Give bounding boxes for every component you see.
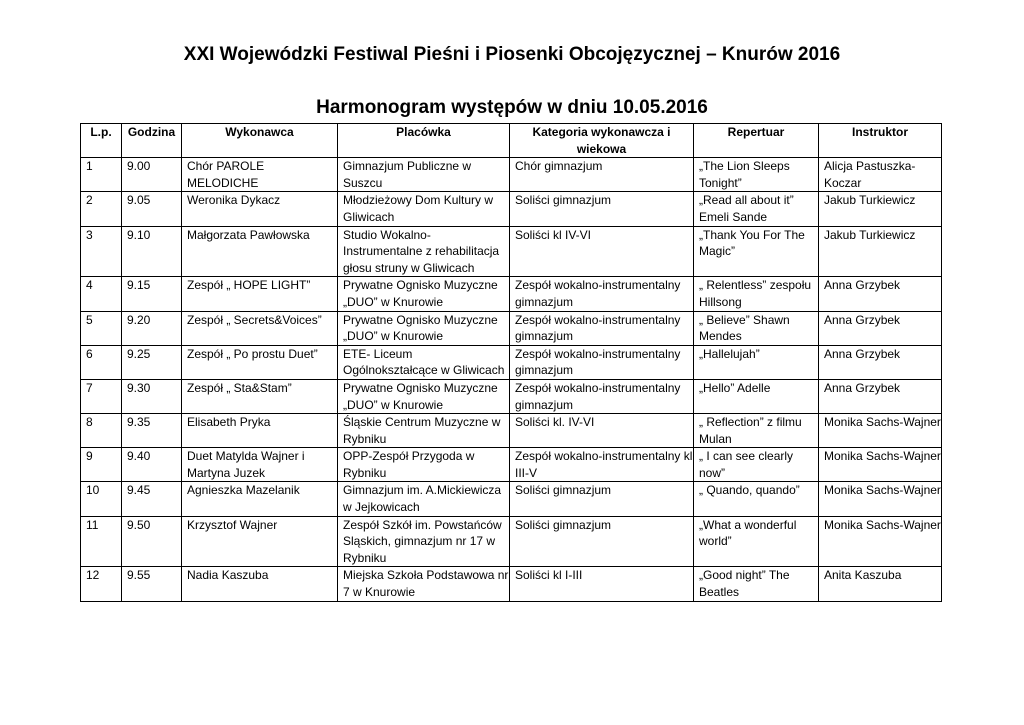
cell-repertuar: „ Reflection” z filmu Mulan xyxy=(694,414,819,448)
cell-repertuar: „Hallelujah” xyxy=(694,345,819,379)
cell-instruktor: Monika Sachs-Wajner xyxy=(819,414,942,448)
cell-placowka: OPP-Zespół Przygoda w Rybniku xyxy=(338,448,510,482)
cell-godzina: 9.05 xyxy=(122,192,182,226)
cell-placowka: Miejska Szkoła Podstawowa nr 7 w Knurowie xyxy=(338,567,510,601)
cell-lp: 8 xyxy=(81,414,122,448)
cell-godzina: 9.35 xyxy=(122,414,182,448)
cell-lp: 11 xyxy=(81,516,122,567)
table-row xyxy=(81,192,942,226)
cell-placowka: Prywatne Ognisko Muzyczne „DUO” w Knurowie xyxy=(338,379,510,413)
cell-wykonawca: Duet Matylda Wajner i Martyna Juzek xyxy=(182,448,338,482)
cell-wykonawca: Zespół „ Sta&Stam” xyxy=(182,379,338,413)
cell-instruktor: Anna Grzybek xyxy=(819,345,942,379)
cell-lp: 1 xyxy=(81,158,122,192)
cell-lp: 5 xyxy=(81,311,122,345)
cell-lp: 12 xyxy=(81,567,122,601)
cell-instruktor: Monika Sachs-Wajner xyxy=(819,516,942,567)
cell-instruktor: Anna Grzybek xyxy=(819,311,942,345)
cell-repertuar: „ Relentless” zespołu Hillsong xyxy=(694,277,819,311)
table-row xyxy=(81,311,942,345)
cell-placowka: Prywatne Ognisko Muzyczne „DUO” w Knurowie xyxy=(338,277,510,311)
cell-kategoria: Zespół wokalno-instrumentalny gimnazjum xyxy=(510,379,694,413)
cell-repertuar: „Thank You For The Magic” xyxy=(694,226,819,277)
cell-repertuar: „ Believe” Shawn Mendes xyxy=(694,311,819,345)
header-wykonawca: Wykonawca xyxy=(182,124,338,158)
cell-kategoria: Soliści gimnazjum xyxy=(510,516,694,567)
cell-placowka: Młodzieżowy Dom Kultury w Gliwicach xyxy=(338,192,510,226)
document-title: XXI Wojewódzki Festiwal Pieśni i Piosenki Obcojęzycznej – Knurów 2016 xyxy=(183,44,841,65)
cell-godzina: 9.00 xyxy=(122,158,182,192)
cell-godzina: 9.20 xyxy=(122,311,182,345)
cell-instruktor: Anna Grzybek xyxy=(819,277,942,311)
header-placowka: Placówka xyxy=(338,124,510,158)
cell-instruktor: Jakub Turkiewicz xyxy=(819,226,942,277)
cell-kategoria: Zespół wokalno-instrumentalny kl III-V xyxy=(510,448,694,482)
cell-kategoria: Zespół wokalno-instrumentalny gimnazjum xyxy=(510,345,694,379)
cell-repertuar: „ Quando, quando” xyxy=(694,482,819,516)
cell-instruktor: Monika Sachs-Wajner xyxy=(819,482,942,516)
cell-kategoria: Soliści gimnazjum xyxy=(510,482,694,516)
cell-wykonawca: Zespół „ Po prostu Duet” xyxy=(182,345,338,379)
cell-placowka: Gimnazjum Publiczne w Suszcu xyxy=(338,158,510,192)
cell-repertuar: „The Lion Sleeps Tonight” xyxy=(694,158,819,192)
cell-lp: 3 xyxy=(81,226,122,277)
table-row xyxy=(81,226,942,277)
cell-godzina: 9.30 xyxy=(122,379,182,413)
cell-lp: 4 xyxy=(81,277,122,311)
table-row xyxy=(81,414,942,448)
table-row xyxy=(81,345,942,379)
cell-wykonawca: Chór PAROLE MELODICHE xyxy=(182,158,338,192)
header-repertuar: Repertuar xyxy=(694,124,819,158)
header-kategoria: Kategoria wykonawcza i wiekowa xyxy=(510,124,694,158)
cell-repertuar: „Read all about it” Emeli Sande xyxy=(694,192,819,226)
cell-placowka: Śląskie Centrum Muzyczne w Rybniku xyxy=(338,414,510,448)
cell-godzina: 9.25 xyxy=(122,345,182,379)
cell-repertuar: „What a wonderful world” xyxy=(694,516,819,567)
cell-godzina: 9.10 xyxy=(122,226,182,277)
cell-wykonawca: Weronika Dykacz xyxy=(182,192,338,226)
cell-instruktor: Monika Sachs-Wajner xyxy=(819,448,942,482)
cell-lp: 7 xyxy=(81,379,122,413)
cell-wykonawca: Agnieszka Mazelanik xyxy=(182,482,338,516)
cell-wykonawca: Zespół „ Secrets&Voices” xyxy=(182,311,338,345)
cell-lp: 6 xyxy=(81,345,122,379)
cell-instruktor: Jakub Turkiewicz xyxy=(819,192,942,226)
cell-kategoria: Soliści kl. IV-VI xyxy=(510,414,694,448)
cell-wykonawca: Małgorzata Pawłowska xyxy=(182,226,338,277)
cell-instruktor: Alicja Pastuszka-Koczar xyxy=(819,158,942,192)
cell-kategoria: Zespół wokalno-instrumentalny gimnazjum xyxy=(510,277,694,311)
cell-wykonawca: Nadia Kaszuba xyxy=(182,567,338,601)
cell-kategoria: Zespół wokalno-instrumentalny gimnazjum xyxy=(510,311,694,345)
cell-placowka: Studio Wokalno-Instrumentalne z rehabilitacja głosu struny w Gliwicach xyxy=(338,226,510,277)
cell-kategoria: Chór gimnazjum xyxy=(510,158,694,192)
cell-repertuar: „ I can see clearly now” xyxy=(694,448,819,482)
cell-godzina: 9.55 xyxy=(122,567,182,601)
table-row xyxy=(81,482,942,516)
cell-placowka: ETE- Liceum Ogólnokształcące w Gliwicach xyxy=(338,345,510,379)
cell-placowka: Gimnazjum im. A.Mickiewicza w Jejkowicach xyxy=(338,482,510,516)
cell-godzina: 9.50 xyxy=(122,516,182,567)
cell-godzina: 9.40 xyxy=(122,448,182,482)
cell-placowka: Zespół Szkół im. Powstańców Sląskich, gimnazjum nr 17 w Rybniku xyxy=(338,516,510,567)
cell-godzina: 9.45 xyxy=(122,482,182,516)
table-row xyxy=(81,516,942,567)
cell-repertuar: „Good night” The Beatles xyxy=(694,567,819,601)
cell-lp: 2 xyxy=(81,192,122,226)
cell-godzina: 9.15 xyxy=(122,277,182,311)
cell-wykonawca: Elisabeth Pryka xyxy=(182,414,338,448)
header-instruktor: Instruktor xyxy=(819,124,942,158)
cell-instruktor: Anna Grzybek xyxy=(819,379,942,413)
cell-wykonawca: Zespół „ HOPE LIGHT” xyxy=(182,277,338,311)
table-row xyxy=(81,567,942,601)
cell-kategoria: Soliści kl IV-VI xyxy=(510,226,694,277)
cell-repertuar: „Hello” Adelle xyxy=(694,379,819,413)
cell-wykonawca: Krzysztof Wajner xyxy=(182,516,338,567)
cell-kategoria: Soliści gimnazjum xyxy=(510,192,694,226)
cell-lp: 10 xyxy=(81,482,122,516)
cell-instruktor: Anita Kaszuba xyxy=(819,567,942,601)
table-row xyxy=(81,379,942,413)
document-subtitle: Harmonogram występów w dniu 10.05.2016 xyxy=(316,97,708,118)
table-row xyxy=(81,158,942,192)
cell-lp: 9 xyxy=(81,448,122,482)
header-lp: L.p. xyxy=(81,124,122,158)
table-row xyxy=(81,448,942,482)
schedule-table xyxy=(80,123,942,602)
cell-kategoria: Soliści kl I-III xyxy=(510,567,694,601)
table-header-row xyxy=(81,124,942,158)
table-row xyxy=(81,277,942,311)
cell-placowka: Prywatne Ognisko Muzyczne „DUO” w Knurowie xyxy=(338,311,510,345)
header-godzina: Godzina xyxy=(122,124,182,158)
